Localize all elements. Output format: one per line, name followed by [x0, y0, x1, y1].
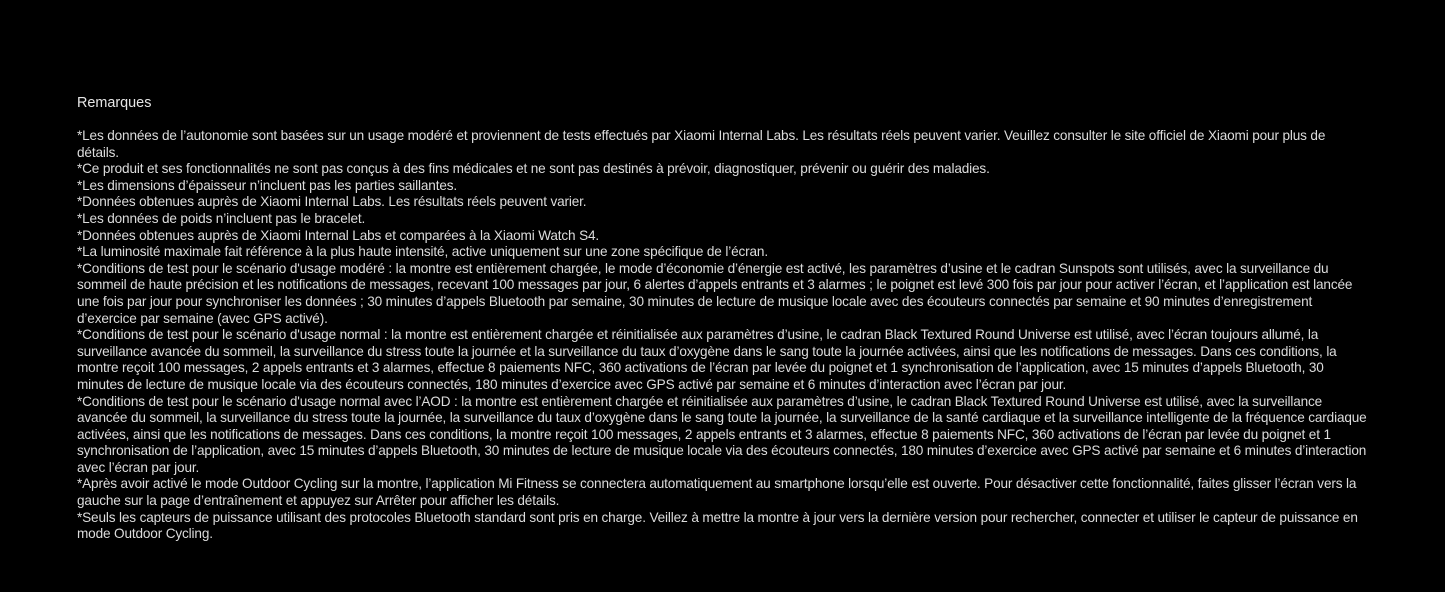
note-power-sensors: *Seuls les capteurs de puissance utilisant des protocoles Bluetooth standard sont pris en charge. Veillez à mettre la montre à jour vers la dernière version pour rechercher, connecter et utiliser le capteur de puissance en mode Outdoor Cycling. — [77, 509, 1358, 542]
note-outdoor-cycling: *Après avoir activé le mode Outdoor Cycling sur la montre, l’application Mi Fitness se connectera automatiquement au smartphone lorsqu’elle est ouverte. Pour désactiver cette fonctionnalité, faites glisser l’écran vers la gauche sur la page d’entraînement et appuyez sur Arrêter pour afficher les détails. — [77, 476, 1357, 509]
note-max-brightness: *La luminosité maximale fait référence à la plus haute intensité, active uniquement sur une zone spécifique de l’écran. — [77, 244, 768, 260]
note-weight: *Les données de poids n’incluent pas le bracelet. — [77, 210, 366, 226]
remarks-section — [77, 94, 1367, 543]
note-comparison-s4: *Données obtenues auprès de Xiaomi Internal Labs et comparées à la Xiaomi Watch S4. — [77, 227, 600, 243]
note-battery-life: *Les données de l’autonomie sont basées sur un usage modéré et proviennent de tests effectués par Xiaomi Internal Labs. Les résultats réels peuvent varier. Veuillez consulter le site officiel de Xiaomi pour plus de détails. — [77, 128, 1326, 160]
note-normal-usage-test: *Conditions de test pour le scénario d'usage normal : la montre est entièrement chargée et réinitialisée aux paramètres d’usine, le cadran Black Textured Round Universe est utilisé, avec l’écran toujours allumé, la surveillance avancée du sommeil, la surveillance du stress toute la journée et la surveillance du taux d’oxygène dans le sang toute la journée activées, ainsi que les notifications de messages. Dans ces conditions, la montre reçoit 100 messages, 2 appels entrants et 3 alarmes, effectue 8 paiements NFC, 360 activations de l’écran par levée du poignet et 1 synchronisation de l’application, avec 15 minutes d’appels Bluetooth, 30 minutes de lecture de musique locale via des écouteurs connectés, 180 minutes d’exercice avec GPS activé par semaine et 6 minutes d’interaction avec l’écran par jour. — [77, 327, 1337, 392]
note-thickness: *Les dimensions d’épaisseur n’incluent pas les parties saillantes. — [77, 177, 458, 193]
remarks-notes-list — [77, 128, 1367, 543]
note-moderate-usage-test: *Conditions de test pour le scénario d'usage modéré : la montre est entièrement chargée, le mode d’économie d’énergie est activé, les paramètres d’usine et le cadran Sunspots sont utilisés, avec la surveillance du sommeil de haute précision et les notifications de messages, recevant 100 messages par jour, 6 alertes d’appels entrants et 3 alarmes ; le poignet est levé 300 fois par jour pour activer l’écran, et l’application est lancée une fois par jour pour synchroniser les données ; 30 minutes d’appels Bluetooth par semaine, 30 minutes de lecture de musique locale avec des écouteurs connectés par semaine et 90 minutes d’enregistrement d’exercice par semaine (avec GPS activé). — [77, 260, 1353, 326]
note-medical-disclaimer: *Ce produit et ses fonctionnalités ne sont pas conçus à des fins médicales et ne sont pas destinés à prévoir, diagnostiquer, prévenir ou guérir des maladies. — [77, 161, 990, 177]
note-internal-labs: *Données obtenues auprès de Xiaomi Internal Labs. Les résultats réels peuvent varier. — [77, 194, 587, 210]
note-aod-usage-test: *Conditions de test pour le scénario d'usage normal avec l’AOD : la montre est entièrement chargée et réinitialisée aux paramètres d’usine, le cadran Black Textured Round Universe est utilisé, avec la surveillance avancée du sommeil, la surveillance du stress toute la journée, la surveillance du taux d’oxygène dans le sang toute la journée, la surveillance de la santé cardiaque et la surveillance intelligente de la fréquence cardiaque activées, ainsi que les notifications de messages. Dans ces conditions, la montre reçoit 100 messages, 2 appels entrants et 3 alarmes, effectue 8 paiements NFC, 360 activations de l’écran par levée du poignet et 1 synchronisation de l’application, avec 15 minutes d’appels Bluetooth, 30 minutes de lecture de musique locale via des écouteurs connectés, 180 minutes d’exercice avec GPS activé par semaine et 6 minutes d’interaction avec l’écran par jour. — [77, 393, 1367, 475]
remarks-title: Remarques — [77, 95, 152, 111]
